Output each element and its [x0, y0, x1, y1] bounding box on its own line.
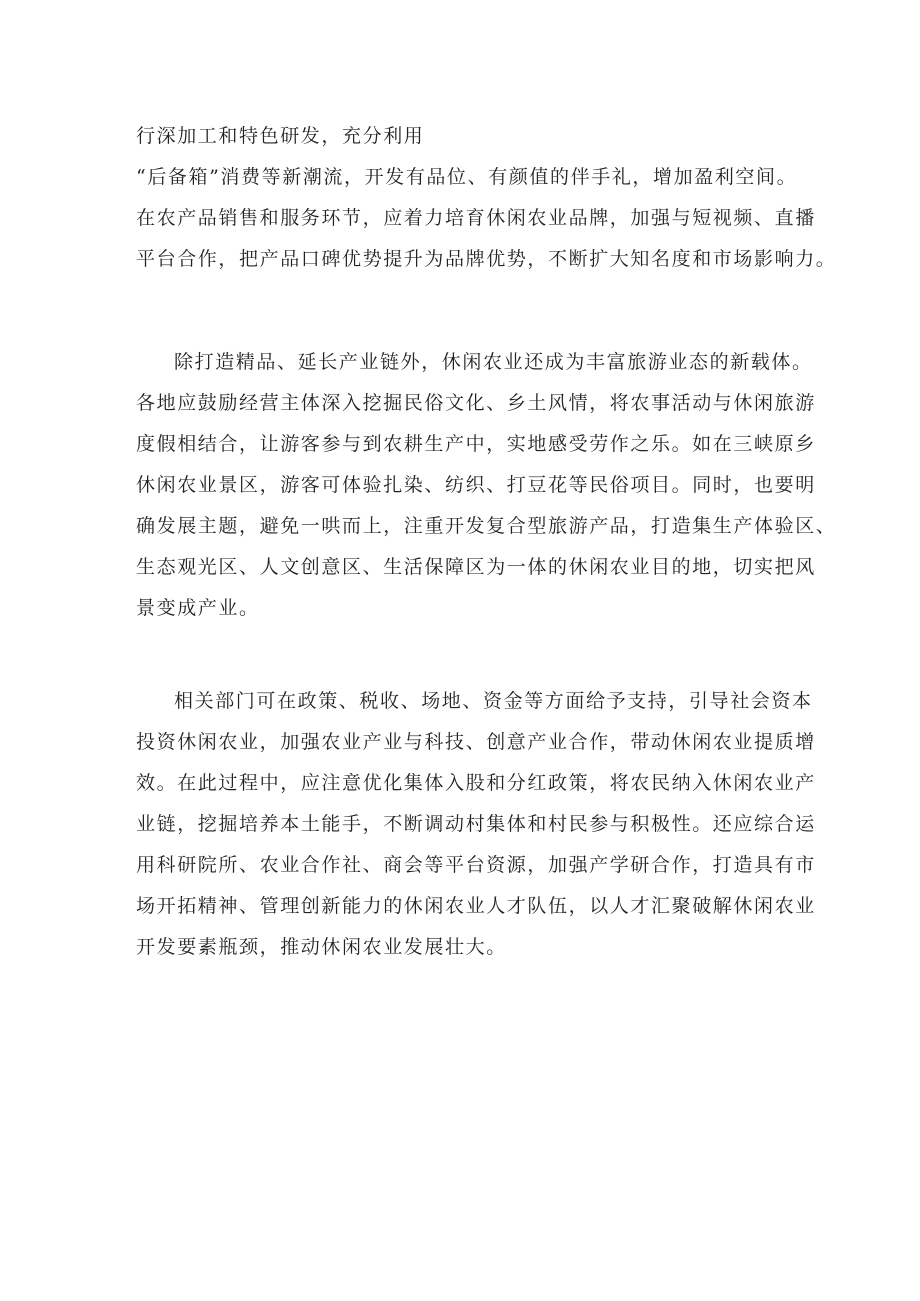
paragraph-line: 行深加工和特色研发，充分利用 [136, 125, 425, 147]
paragraph-line: 场开拓精神、管理创新能力的休闲农业人才队伍，以人才汇聚破解休闲农业 [136, 895, 816, 917]
paragraph-line: 休闲农业景区，游客可体验扎染、纺织、打豆花等民俗项目。同时，也要明 [136, 474, 816, 496]
paragraph-line: 平台合作，把产品口碑优势提升为品牌优势，不断扩大知名度和市场影响力。 [136, 248, 837, 270]
paragraph-3 [136, 681, 816, 968]
paragraph-line: 投资休闲农业，加强农业产业与科技、创意产业合作，带动休闲农业提质增 [136, 731, 816, 753]
paragraph-2 [136, 342, 837, 629]
paragraph-line: 用科研院所、农业合作社、商会等平台资源，加强产学研合作，打造具有市 [136, 854, 816, 876]
paragraph-line: 度假相结合，让游客参与到农耕生产中，实地感受劳作之乐。如在三峡原乡 [136, 433, 816, 455]
paragraph-line: 在农产品销售和服务环节，应着力培育休闲农业品牌，加强与短视频、直播 [136, 207, 816, 229]
paragraph-line: 各地应鼓励经营主体深入挖掘民俗文化、乡土风情，将农事活动与休闲旅游 [136, 392, 816, 414]
paragraph-line: 相关部门可在政策、税收、场地、资金等方面给予支持，引导社会资本 [174, 690, 813, 712]
paragraph-line: 开发要素瓶颈，推动休闲农业发展壮大。 [136, 936, 507, 958]
paragraph-line: 确发展主题，避免一哄而上，注重开发复合型旅游产品，打造集生产体验区、 [136, 515, 837, 537]
paragraph-line: 业链，挖掘培养本土能手，不断调动村集体和村民参与积极性。还应综合运 [136, 813, 816, 835]
paragraph-line: 景变成产业。 [136, 597, 260, 619]
paragraph-line: 效。在此过程中，应注意优化集体入股和分红政策，将农民纳入休闲农业产 [136, 772, 816, 794]
paragraph-1 [136, 116, 837, 280]
paragraph-line: 生态观光区、人文创意区、生活保障区为一体的休闲农业目的地，切实把风 [136, 556, 816, 578]
paragraph-line: “后备箱”消费等新潮流，开发有品位、有颜值的伴手礼，增加盈利空间。 [136, 166, 798, 188]
paragraph-line: 除打造精品、延长产业链外，休闲农业还成为丰富旅游业态的新载体。 [174, 351, 813, 373]
